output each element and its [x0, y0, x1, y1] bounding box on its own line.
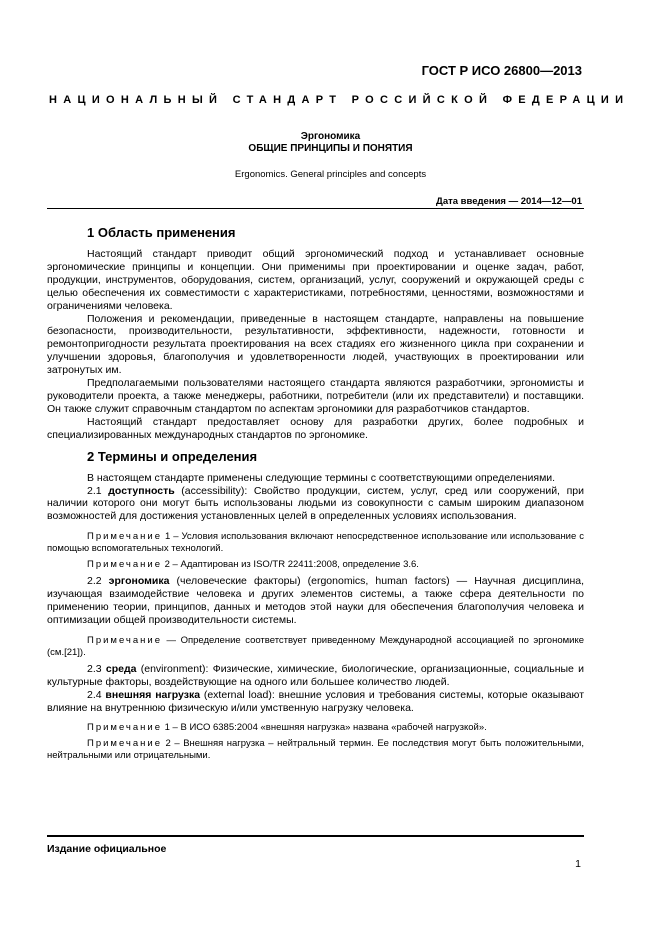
term-name: доступность — [108, 484, 175, 497]
document-subject: Эргономика — [300, 131, 361, 142]
section-2-intro: В настоящем стандарте применены следующие термины с соответствующими определениями. — [87, 471, 556, 484]
section-1-heading: 1 Область применения — [87, 225, 236, 240]
document-body — [47, 225, 584, 762]
term-name: среда — [105, 662, 137, 675]
term-definition: 2.1 доступность (accessibility): Свойство продукции, систем, услуг, сред или сооружений, при наличии которого они могут быть использованы людьми из совокупности с самым широким диапазоном возможностей для достижения установленных целей в определенных условиях использования. — [47, 484, 585, 523]
standard-designation: ГОСТ Р ИСО 26800—2013 — [421, 63, 582, 78]
page-number: 1 — [575, 858, 581, 870]
term-note: Примечание 1 – Условия использования включают непосредственное использование или использование с помощью вспомогательных технологий. — [47, 531, 584, 555]
term-note: Примечание 1 – В ИСО 6385:2004 «внешняя нагрузка» названа «рабочей нагрузкой». — [87, 722, 487, 734]
term-definition: 2.2 эргономика (человеческие факторы) (ergonomics, human factors) — Научная дисциплина, изучающая взаимодействие человека и других элементов системы, а также сфера деятельности по применению теории, принципов, данных и методов этой науки для обеспечения благополучия человека и оптимизации общей производительности системы. — [47, 575, 585, 626]
term-name: внешняя нагрузка — [105, 688, 201, 701]
header-divider — [47, 208, 584, 209]
section-2-heading: 2 Термины и определения — [87, 448, 258, 464]
section-1-paragraph: Предполагаемыми пользователями настоящего стандарта являются разработчики, эргономисты и руководители проекта, а также менеджеры, работники, потребители (или их представители) и поставщики. Он также служит справочным стандартом по аспектам эргономики для разработчиков стандартов. — [47, 377, 584, 415]
term-note: Примечание 2 – Адаптирован из ISO/TR 22411:2008, определение 3.6. — [87, 559, 419, 571]
term-note: Примечание 2 – Внешняя нагрузка – нейтральный термин. Ее последствия могут быть положительными, нейтральными или отрицательными. — [47, 738, 584, 762]
section-1-paragraph: Настоящий стандарт предоставляет основу для разработки других, более подробных и специализированных международных стандартов по эргономике. — [47, 415, 584, 441]
section-1-paragraph: Настоящий стандарт приводит общий эргономический подход и устанавливает основные эргономические принципы и концепции. Они применимы при проектировании и оценке задач, работ, продукции, инструментов, оборудования, систем, организаций, услуг, сооружений и окружающей среды с целью обеспечения их совместимости с характеристиками, потребностями, ценностями, возможностями и ограничениями человека. — [47, 248, 584, 312]
term-definition: 2.4 внешняя нагрузка (external load): внешние условия и требования системы, которые оказывают влияние на внутреннюю физическую и/или умственную нагрузку человека. — [47, 688, 585, 714]
footer-divider — [47, 835, 584, 837]
section-1-paragraph: Положения и рекомендации, приведенные в настоящем стандарте, направлены на повышение безопасности, производительности, результативности, эффективности, надежности, готовности и ремонтопригодности результата проектирования на всех стадиях его жизненного цикла при сохранении и улучшении здоровья, благополучия и удовлетворенности людей, участвующих в проектировании или затронутых им. — [47, 312, 584, 377]
term-note: Примечание — Определение соответствует приведенному Международной ассоциацией по эргономике (см.[21]). — [47, 634, 584, 658]
introduction-date: Дата введения — 2014—12—01 — [436, 196, 582, 207]
term-name: эргономика — [108, 575, 170, 588]
document-title: ОБЩИЕ ПРИНЦИПЫ И ПОНЯТИЯ — [248, 143, 413, 154]
term-definition: 2.3 среда (environment): Физические, химические, биологические, организационные, социальные и культурные факторы, воздействующие на одного или большее количество людей. — [47, 662, 585, 688]
official-edition-label: Издание официальное — [47, 843, 167, 855]
english-title: Ergonomics. General principles and concepts — [234, 169, 427, 180]
national-standard-banner: НАЦИОНАЛЬНЫЙ СТАНДАРТ РОССИЙСКОЙ ФЕДЕРАЦИИ — [49, 94, 630, 106]
